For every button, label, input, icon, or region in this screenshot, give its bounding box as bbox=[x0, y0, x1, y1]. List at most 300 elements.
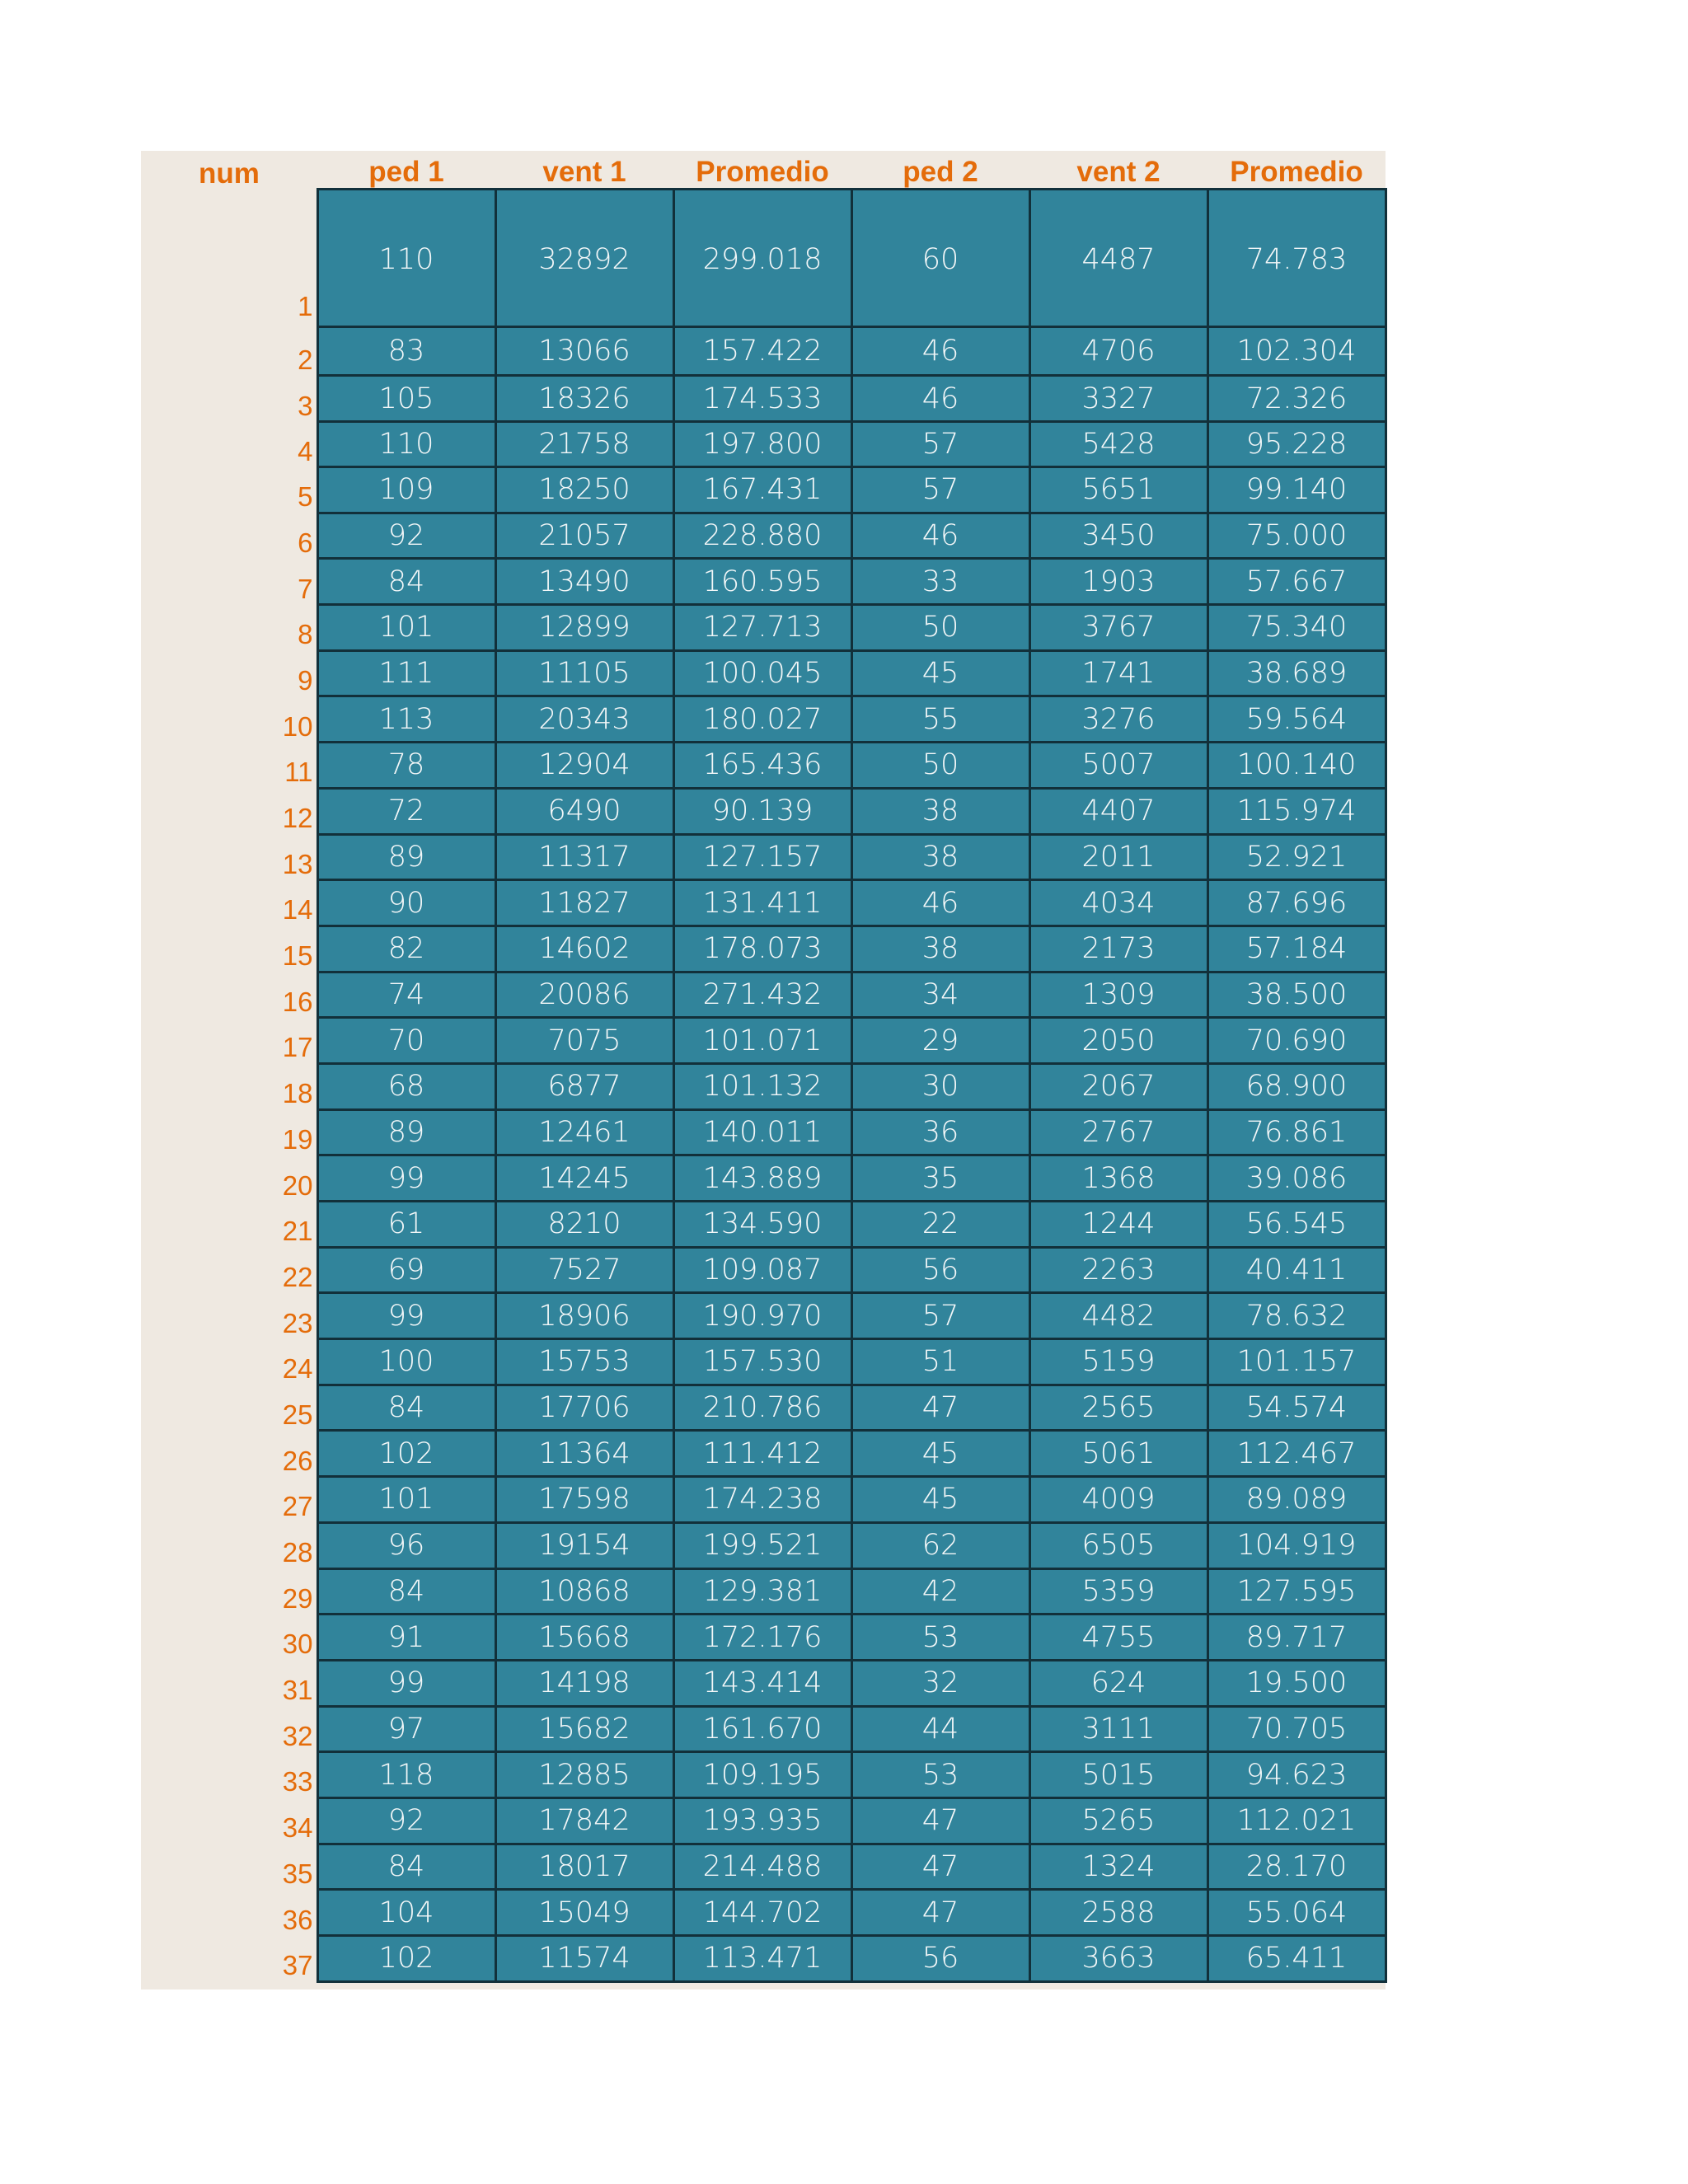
ped-1-cell: 102 bbox=[317, 1936, 495, 1982]
row-number: 5 bbox=[298, 481, 313, 513]
ped-2-cell: 46 bbox=[851, 327, 1029, 376]
table-row bbox=[141, 327, 1386, 376]
row-number: 19 bbox=[282, 1123, 313, 1155]
ped-2-cell: 33 bbox=[851, 559, 1029, 605]
promedio-2-cell: 70.705 bbox=[1207, 1706, 1386, 1752]
table-row bbox=[141, 376, 1386, 422]
vent-1-cell: 14198 bbox=[495, 1660, 673, 1706]
promedio-1-cell: 210.786 bbox=[673, 1385, 851, 1431]
ped-2-cell: 47 bbox=[851, 1385, 1029, 1431]
ped-2-cell: 50 bbox=[851, 605, 1029, 651]
table-row bbox=[141, 834, 1386, 880]
ped-1-cell: 61 bbox=[317, 1202, 495, 1248]
promedio-1-cell: 101.071 bbox=[673, 1018, 851, 1064]
vent-1-cell: 11105 bbox=[495, 650, 673, 696]
vent-1-cell: 18906 bbox=[495, 1293, 673, 1339]
ped-2-cell: 36 bbox=[851, 1109, 1029, 1155]
row-number: 9 bbox=[298, 664, 313, 696]
promedio-1-cell: 127.157 bbox=[673, 834, 851, 880]
promedio-1-cell: 144.702 bbox=[673, 1890, 851, 1936]
ped-1-cell: 91 bbox=[317, 1615, 495, 1661]
vent-1-cell: 15682 bbox=[495, 1706, 673, 1752]
promedio-1-cell: 271.432 bbox=[673, 972, 851, 1018]
ped-1-cell: 97 bbox=[317, 1706, 495, 1752]
row-number: 26 bbox=[282, 1445, 313, 1476]
ped-2-cell: 45 bbox=[851, 1431, 1029, 1477]
vent-1-cell: 6877 bbox=[495, 1063, 673, 1109]
ped-2-cell: 42 bbox=[851, 1568, 1029, 1615]
ped-1-cell: 110 bbox=[317, 190, 495, 327]
promedio-1-cell: 143.889 bbox=[673, 1155, 851, 1202]
ped-2-cell: 46 bbox=[851, 376, 1029, 422]
header-vent-1: vent 1 bbox=[542, 156, 626, 188]
promedio-1-cell: 131.411 bbox=[673, 880, 851, 926]
vent-2-cell: 4407 bbox=[1029, 788, 1207, 834]
row-number: 29 bbox=[282, 1582, 313, 1614]
promedio-2-cell: 65.411 bbox=[1207, 1936, 1386, 1982]
ped-1-cell: 99 bbox=[317, 1155, 495, 1202]
vent-2-cell: 5007 bbox=[1029, 743, 1207, 789]
promedio-1-cell: 165.436 bbox=[673, 743, 851, 789]
row-number: 2 bbox=[298, 344, 313, 375]
ped-1-cell: 100 bbox=[317, 1339, 495, 1385]
ped-1-cell: 84 bbox=[317, 1844, 495, 1890]
row-number: 17 bbox=[282, 1032, 313, 1063]
ped-2-cell: 57 bbox=[851, 422, 1029, 467]
table-row bbox=[141, 743, 1386, 789]
promedio-2-cell: 100.140 bbox=[1207, 743, 1386, 789]
promedio-2-cell: 39.086 bbox=[1207, 1155, 1386, 1202]
table-row bbox=[141, 1247, 1386, 1293]
vent-1-cell: 11317 bbox=[495, 834, 673, 880]
vent-1-cell: 12885 bbox=[495, 1752, 673, 1798]
vent-1-cell: 12904 bbox=[495, 743, 673, 789]
promedio-1-cell: 161.670 bbox=[673, 1706, 851, 1752]
promedio-2-cell: 75.000 bbox=[1207, 513, 1386, 559]
table-row bbox=[141, 559, 1386, 605]
vent-2-cell: 1324 bbox=[1029, 1844, 1207, 1890]
promedio-1-cell: 111.412 bbox=[673, 1431, 851, 1477]
table-row bbox=[141, 1844, 1386, 1890]
vent-2-cell: 5359 bbox=[1029, 1568, 1207, 1615]
vent-2-cell: 4034 bbox=[1029, 880, 1207, 926]
ped-1-cell: 111 bbox=[317, 650, 495, 696]
vent-2-cell: 1903 bbox=[1029, 559, 1207, 605]
promedio-1-cell: 190.970 bbox=[673, 1293, 851, 1339]
ped-1-cell: 68 bbox=[317, 1063, 495, 1109]
promedio-2-cell: 54.574 bbox=[1207, 1385, 1386, 1431]
row-number: 7 bbox=[298, 573, 313, 604]
ped-1-cell: 110 bbox=[317, 422, 495, 467]
vent-2-cell: 3767 bbox=[1029, 605, 1207, 651]
vent-1-cell: 18250 bbox=[495, 467, 673, 513]
vent-2-cell: 5265 bbox=[1029, 1797, 1207, 1844]
row-number: 18 bbox=[282, 1078, 313, 1109]
header-ped-2: ped 2 bbox=[903, 156, 978, 188]
ped-2-cell: 53 bbox=[851, 1752, 1029, 1798]
vent-1-cell: 20343 bbox=[495, 696, 673, 743]
vent-2-cell: 1309 bbox=[1029, 972, 1207, 1018]
table-row bbox=[141, 513, 1386, 559]
table-row bbox=[141, 1660, 1386, 1706]
promedio-2-cell: 72.326 bbox=[1207, 376, 1386, 422]
promedio-2-cell: 70.690 bbox=[1207, 1018, 1386, 1064]
promedio-1-cell: 157.530 bbox=[673, 1339, 851, 1385]
ped-1-cell: 99 bbox=[317, 1293, 495, 1339]
promedio-1-cell: 100.045 bbox=[673, 650, 851, 696]
promedio-2-cell: 112.467 bbox=[1207, 1431, 1386, 1477]
ped-2-cell: 60 bbox=[851, 190, 1029, 327]
header-vent-2: vent 2 bbox=[1076, 156, 1160, 188]
vent-2-cell: 3276 bbox=[1029, 696, 1207, 743]
row-number: 1 bbox=[298, 290, 313, 321]
ped-1-cell: 113 bbox=[317, 696, 495, 743]
ped-2-cell: 46 bbox=[851, 513, 1029, 559]
row-number: 11 bbox=[284, 757, 313, 788]
ped-1-cell: 104 bbox=[317, 1890, 495, 1936]
promedio-2-cell: 127.595 bbox=[1207, 1568, 1386, 1615]
vent-2-cell: 5061 bbox=[1029, 1431, 1207, 1477]
promedio-1-cell: 140.011 bbox=[673, 1109, 851, 1155]
vent-1-cell: 10868 bbox=[495, 1568, 673, 1615]
ped-2-cell: 30 bbox=[851, 1063, 1029, 1109]
promedio-1-cell: 113.471 bbox=[673, 1936, 851, 1982]
promedio-2-cell: 115.974 bbox=[1207, 788, 1386, 834]
data-table bbox=[141, 151, 1387, 1983]
row-number: 21 bbox=[282, 1216, 313, 1247]
promedio-1-cell: 214.488 bbox=[673, 1844, 851, 1890]
vent-2-cell: 2173 bbox=[1029, 926, 1207, 972]
ped-2-cell: 50 bbox=[851, 743, 1029, 789]
vent-2-cell: 2588 bbox=[1029, 1890, 1207, 1936]
vent-1-cell: 12461 bbox=[495, 1109, 673, 1155]
ped-1-cell: 74 bbox=[317, 972, 495, 1018]
ped-1-cell: 82 bbox=[317, 926, 495, 972]
vent-2-cell: 2767 bbox=[1029, 1109, 1207, 1155]
promedio-2-cell: 74.783 bbox=[1207, 190, 1386, 327]
row-number: 35 bbox=[282, 1858, 313, 1889]
promedio-1-cell: 299.018 bbox=[673, 190, 851, 327]
row-number: 32 bbox=[282, 1720, 313, 1751]
ped-2-cell: 62 bbox=[851, 1522, 1029, 1568]
promedio-1-cell: 109.087 bbox=[673, 1247, 851, 1293]
row-number: 37 bbox=[282, 1950, 313, 1981]
promedio-1-cell: 109.195 bbox=[673, 1752, 851, 1798]
promedio-2-cell: 112.021 bbox=[1207, 1797, 1386, 1844]
header-promedio-1: Promedio bbox=[696, 156, 829, 188]
row-number: 30 bbox=[282, 1629, 313, 1660]
table-row bbox=[141, 1431, 1386, 1477]
promedio-1-cell: 160.595 bbox=[673, 559, 851, 605]
ped-1-cell: 92 bbox=[317, 513, 495, 559]
ped-1-cell: 78 bbox=[317, 743, 495, 789]
promedio-2-cell: 59.564 bbox=[1207, 696, 1386, 743]
row-number: 33 bbox=[282, 1766, 313, 1797]
ped-2-cell: 34 bbox=[851, 972, 1029, 1018]
table-row bbox=[141, 1339, 1386, 1385]
vent-2-cell: 2050 bbox=[1029, 1018, 1207, 1064]
ped-2-cell: 55 bbox=[851, 696, 1029, 743]
promedio-2-cell: 101.157 bbox=[1207, 1339, 1386, 1385]
vent-1-cell: 17706 bbox=[495, 1385, 673, 1431]
ped-2-cell: 32 bbox=[851, 1660, 1029, 1706]
ped-2-cell: 47 bbox=[851, 1797, 1029, 1844]
row-number: 16 bbox=[282, 986, 313, 1017]
promedio-2-cell: 57.184 bbox=[1207, 926, 1386, 972]
ped-2-cell: 38 bbox=[851, 788, 1029, 834]
ped-2-cell: 56 bbox=[851, 1247, 1029, 1293]
ped-2-cell: 35 bbox=[851, 1155, 1029, 1202]
row-number: 3 bbox=[298, 390, 313, 421]
promedio-2-cell: 38.500 bbox=[1207, 972, 1386, 1018]
vent-1-cell: 12899 bbox=[495, 605, 673, 651]
promedio-1-cell: 101.132 bbox=[673, 1063, 851, 1109]
row-number: 8 bbox=[298, 619, 313, 650]
promedio-1-cell: 193.935 bbox=[673, 1797, 851, 1844]
promedio-2-cell: 57.667 bbox=[1207, 559, 1386, 605]
ped-1-cell: 101 bbox=[317, 605, 495, 651]
table-row bbox=[141, 1385, 1386, 1431]
promedio-1-cell: 180.027 bbox=[673, 696, 851, 743]
row-number: 25 bbox=[282, 1399, 313, 1430]
vent-1-cell: 32892 bbox=[495, 190, 673, 327]
table-row bbox=[141, 650, 1386, 696]
ped-2-cell: 47 bbox=[851, 1844, 1029, 1890]
vent-1-cell: 17842 bbox=[495, 1797, 673, 1844]
promedio-1-cell: 127.713 bbox=[673, 605, 851, 651]
table-row bbox=[141, 605, 1386, 651]
table-row bbox=[141, 1706, 1386, 1752]
table-row bbox=[141, 1936, 1386, 1982]
row-number: 22 bbox=[282, 1261, 313, 1292]
table-row bbox=[141, 190, 1386, 327]
ped-1-cell: 118 bbox=[317, 1752, 495, 1798]
vent-2-cell: 5015 bbox=[1029, 1752, 1207, 1798]
vent-1-cell: 15668 bbox=[495, 1615, 673, 1661]
vent-2-cell: 5651 bbox=[1029, 467, 1207, 513]
promedio-2-cell: 28.170 bbox=[1207, 1844, 1386, 1890]
ped-1-cell: 105 bbox=[317, 376, 495, 422]
promedio-2-cell: 87.696 bbox=[1207, 880, 1386, 926]
table-row bbox=[141, 1155, 1386, 1202]
vent-1-cell: 13490 bbox=[495, 559, 673, 605]
row-number: 20 bbox=[282, 1169, 313, 1201]
ped-1-cell: 102 bbox=[317, 1431, 495, 1477]
row-number: 36 bbox=[282, 1904, 313, 1935]
ped-2-cell: 38 bbox=[851, 834, 1029, 880]
table-row bbox=[141, 972, 1386, 1018]
row-number: 6 bbox=[298, 527, 313, 558]
ped-2-cell: 56 bbox=[851, 1936, 1029, 1982]
row-number: 10 bbox=[282, 710, 313, 742]
vent-1-cell: 11364 bbox=[495, 1431, 673, 1477]
vent-1-cell: 6490 bbox=[495, 788, 673, 834]
ped-2-cell: 45 bbox=[851, 1477, 1029, 1523]
promedio-1-cell: 228.880 bbox=[673, 513, 851, 559]
row-number: 34 bbox=[282, 1812, 313, 1844]
promedio-1-cell: 157.422 bbox=[673, 327, 851, 376]
vent-2-cell: 4009 bbox=[1029, 1477, 1207, 1523]
ped-2-cell: 38 bbox=[851, 926, 1029, 972]
vent-2-cell: 3111 bbox=[1029, 1706, 1207, 1752]
table-row bbox=[141, 1890, 1386, 1936]
vent-1-cell: 21057 bbox=[495, 513, 673, 559]
ped-1-cell: 69 bbox=[317, 1247, 495, 1293]
vent-2-cell: 4706 bbox=[1029, 327, 1207, 376]
ped-1-cell: 90 bbox=[317, 880, 495, 926]
row-number: 12 bbox=[282, 803, 313, 833]
ped-1-cell: 84 bbox=[317, 1385, 495, 1431]
table-row bbox=[141, 1797, 1386, 1844]
vent-2-cell: 1368 bbox=[1029, 1155, 1207, 1202]
table-row bbox=[141, 467, 1386, 513]
promedio-1-cell: 167.431 bbox=[673, 467, 851, 513]
promedio-2-cell: 102.304 bbox=[1207, 327, 1386, 376]
vent-2-cell: 1741 bbox=[1029, 650, 1207, 696]
promedio-1-cell: 129.381 bbox=[673, 1568, 851, 1615]
ped-2-cell: 29 bbox=[851, 1018, 1029, 1064]
table-row bbox=[141, 788, 1386, 834]
vent-2-cell: 2263 bbox=[1029, 1247, 1207, 1293]
promedio-2-cell: 19.500 bbox=[1207, 1660, 1386, 1706]
promedio-1-cell: 174.533 bbox=[673, 376, 851, 422]
vent-2-cell: 3327 bbox=[1029, 376, 1207, 422]
promedio-2-cell: 76.861 bbox=[1207, 1109, 1386, 1155]
ped-1-cell: 70 bbox=[317, 1018, 495, 1064]
vent-1-cell: 13066 bbox=[495, 327, 673, 376]
vent-1-cell: 14602 bbox=[495, 926, 673, 972]
ped-2-cell: 46 bbox=[851, 880, 1029, 926]
header-row bbox=[141, 151, 1386, 190]
promedio-1-cell: 178.073 bbox=[673, 926, 851, 972]
promedio-2-cell: 89.089 bbox=[1207, 1477, 1386, 1523]
ped-2-cell: 51 bbox=[851, 1339, 1029, 1385]
vent-1-cell: 18326 bbox=[495, 376, 673, 422]
table-row bbox=[141, 926, 1386, 972]
promedio-1-cell: 172.176 bbox=[673, 1615, 851, 1661]
vent-1-cell: 7075 bbox=[495, 1018, 673, 1064]
table-row bbox=[141, 1109, 1386, 1155]
vent-1-cell: 15753 bbox=[495, 1339, 673, 1385]
table-row bbox=[141, 1568, 1386, 1615]
vent-2-cell: 6505 bbox=[1029, 1522, 1207, 1568]
vent-1-cell: 19154 bbox=[495, 1522, 673, 1568]
promedio-1-cell: 197.800 bbox=[673, 422, 851, 467]
vent-2-cell: 5428 bbox=[1029, 422, 1207, 467]
vent-2-cell: 1244 bbox=[1029, 1202, 1207, 1248]
row-number: 27 bbox=[282, 1491, 313, 1522]
table-row bbox=[141, 1293, 1386, 1339]
ped-1-cell: 89 bbox=[317, 834, 495, 880]
promedio-2-cell: 55.064 bbox=[1207, 1890, 1386, 1936]
table-row bbox=[141, 422, 1386, 467]
vent-2-cell: 4755 bbox=[1029, 1615, 1207, 1661]
vent-1-cell: 21758 bbox=[495, 422, 673, 467]
vent-2-cell: 4487 bbox=[1029, 190, 1207, 327]
promedio-2-cell: 38.689 bbox=[1207, 650, 1386, 696]
promedio-2-cell: 95.228 bbox=[1207, 422, 1386, 467]
table-row bbox=[141, 880, 1386, 926]
ped-1-cell: 109 bbox=[317, 467, 495, 513]
table-row bbox=[141, 1477, 1386, 1523]
row-number: 24 bbox=[282, 1353, 313, 1385]
row-number: 28 bbox=[282, 1537, 313, 1568]
ped-1-cell: 83 bbox=[317, 327, 495, 376]
vent-2-cell: 4482 bbox=[1029, 1293, 1207, 1339]
row-number: 13 bbox=[282, 848, 313, 879]
promedio-2-cell: 75.340 bbox=[1207, 605, 1386, 651]
table-row bbox=[141, 1018, 1386, 1064]
vent-2-cell: 3663 bbox=[1029, 1936, 1207, 1982]
header-num: num bbox=[199, 157, 260, 190]
promedio-2-cell: 78.632 bbox=[1207, 1293, 1386, 1339]
row-number: 14 bbox=[282, 894, 313, 926]
promedio-2-cell: 94.623 bbox=[1207, 1752, 1386, 1798]
vent-2-cell: 2565 bbox=[1029, 1385, 1207, 1431]
ped-2-cell: 47 bbox=[851, 1890, 1029, 1936]
vent-1-cell: 7527 bbox=[495, 1247, 673, 1293]
table-row bbox=[141, 1063, 1386, 1109]
table-row bbox=[141, 1752, 1386, 1798]
ped-1-cell: 84 bbox=[317, 559, 495, 605]
ped-2-cell: 57 bbox=[851, 1293, 1029, 1339]
header-ped-1: ped 1 bbox=[368, 156, 444, 188]
ped-1-cell: 99 bbox=[317, 1660, 495, 1706]
vent-1-cell: 11574 bbox=[495, 1936, 673, 1982]
ped-2-cell: 45 bbox=[851, 650, 1029, 696]
ped-2-cell: 22 bbox=[851, 1202, 1029, 1248]
vent-1-cell: 11827 bbox=[495, 880, 673, 926]
promedio-2-cell: 89.717 bbox=[1207, 1615, 1386, 1661]
vent-2-cell: 5159 bbox=[1029, 1339, 1207, 1385]
promedio-2-cell: 104.919 bbox=[1207, 1522, 1386, 1568]
ped-1-cell: 72 bbox=[317, 788, 495, 834]
ped-1-cell: 101 bbox=[317, 1477, 495, 1523]
header-promedio-2: Promedio bbox=[1230, 156, 1363, 188]
ped-2-cell: 44 bbox=[851, 1706, 1029, 1752]
vent-2-cell: 2011 bbox=[1029, 834, 1207, 880]
promedio-2-cell: 56.545 bbox=[1207, 1202, 1386, 1248]
row-number: 15 bbox=[282, 940, 313, 972]
promedio-2-cell: 99.140 bbox=[1207, 467, 1386, 513]
vent-1-cell: 18017 bbox=[495, 1844, 673, 1890]
table-row bbox=[141, 1615, 1386, 1661]
row-number: 23 bbox=[282, 1307, 313, 1338]
vent-1-cell: 15049 bbox=[495, 1890, 673, 1936]
ped-1-cell: 92 bbox=[317, 1797, 495, 1844]
row-number: 4 bbox=[298, 435, 313, 466]
vent-1-cell: 17598 bbox=[495, 1477, 673, 1523]
vent-2-cell: 2067 bbox=[1029, 1063, 1207, 1109]
vent-2-cell: 624 bbox=[1029, 1660, 1207, 1706]
ped-1-cell: 84 bbox=[317, 1568, 495, 1615]
promedio-2-cell: 68.900 bbox=[1207, 1063, 1386, 1109]
promedio-2-cell: 40.411 bbox=[1207, 1247, 1386, 1293]
row-number: 31 bbox=[282, 1675, 313, 1706]
table-row bbox=[141, 1202, 1386, 1248]
ped-2-cell: 57 bbox=[851, 467, 1029, 513]
promedio-1-cell: 143.414 bbox=[673, 1660, 851, 1706]
promedio-1-cell: 134.590 bbox=[673, 1202, 851, 1248]
vent-1-cell: 8210 bbox=[495, 1202, 673, 1248]
vent-1-cell: 14245 bbox=[495, 1155, 673, 1202]
table-row bbox=[141, 1522, 1386, 1568]
ped-2-cell: 53 bbox=[851, 1615, 1029, 1661]
promedio-1-cell: 90.139 bbox=[673, 788, 851, 834]
promedio-1-cell: 199.521 bbox=[673, 1522, 851, 1568]
vent-1-cell: 20086 bbox=[495, 972, 673, 1018]
ped-1-cell: 96 bbox=[317, 1522, 495, 1568]
